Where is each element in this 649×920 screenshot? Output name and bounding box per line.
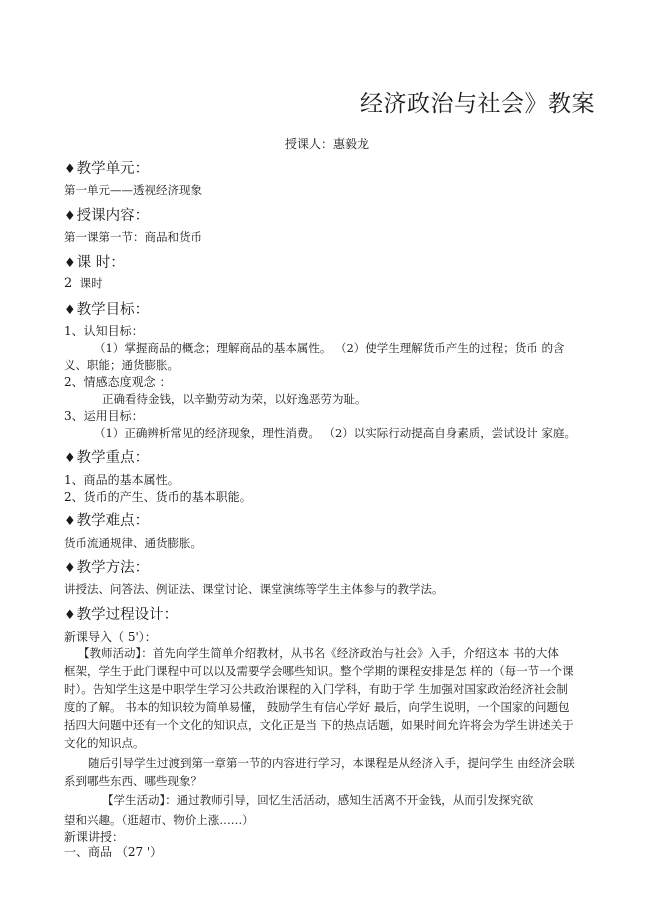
section-heading-difficulties	[64, 509, 149, 530]
methods-body: 讲授法、问答法、例证法、课堂讨论、课堂演练等学生主体参与的教学法。	[64, 582, 444, 596]
section-heading-goals	[64, 298, 149, 319]
diamond-bullet-icon: ♦	[64, 514, 76, 529]
goals-attitude-body: 正确看待金钱，以辛勤劳动为荣，以好逸恶劳为耻。	[102, 392, 367, 406]
goals-cognitive-line2: 义、职能；通货膨胀。	[64, 358, 179, 372]
section-heading-process	[64, 603, 178, 624]
process-intro-label: 新课导入（ 5'）：	[64, 630, 157, 644]
byline: 授课人：惠毅龙	[285, 137, 370, 151]
hours-number: 2	[64, 276, 73, 291]
guide-line: 随后引导学生过渡到第一章第一节的内容进行学习，本课程是从经济入手，提问学生 由经济会联	[88, 756, 575, 770]
goals-apply-body: （1）正确辨析常见的经济现象，理性消费。 （2）以实际行动提高自身素质，尝试设计 家庭。	[94, 426, 576, 440]
teacher-activity-line: 文化的知识点。	[64, 736, 145, 750]
document-title: 经济政治与社会》教案	[360, 91, 595, 117]
diamond-bullet-icon: ♦	[64, 608, 76, 623]
heading-text: 教学难点：	[76, 513, 150, 529]
goals-cognitive-line1: （1）掌握商品的概念；理解商品的基本属性。 （2）使学生理解货币产生的过程；货币 的含	[94, 341, 565, 355]
diamond-bullet-icon: ♦	[64, 303, 76, 318]
diamond-bullet-icon: ♦	[64, 256, 76, 271]
goals-apply-label: 3、运用目标：	[64, 409, 144, 423]
section-heading-methods	[64, 556, 149, 577]
content-body: 第一课第一节：商品和货币	[64, 230, 202, 244]
goals-attitude-label: 2、情感态度观念 ：	[64, 375, 172, 389]
diamond-bullet-icon: ♦	[64, 162, 76, 177]
heading-text: 教学重点：	[76, 450, 150, 466]
guide-line: 系到哪些东西、哪些现象？	[64, 774, 202, 788]
lecture-label: 新课讲授：	[64, 830, 125, 844]
teacher-activity-line: 框架，学生于此门课程中可以以及需要学会哪些知识。整个学期的课程安排是怎 样的（每一节一个课	[64, 664, 574, 678]
heading-text: 教学方法：	[76, 560, 150, 576]
teacher-activity-line: 【教师活动】：首先向学生简单介绍教材，从书名《经济政治与社会》入手，介绍这本 书的大体	[78, 646, 559, 660]
diamond-bullet-icon: ♦	[64, 451, 76, 466]
heading-text: 课 时：	[76, 255, 125, 271]
hours-body	[64, 275, 103, 291]
teacher-activity-line: 度的了解。 书本的知识较为简单易懂， 鼓励学生有信心学好 最后，向学生说明，一个国家的问题包	[64, 700, 570, 714]
section-heading-content	[64, 204, 149, 225]
student-activity-line: 【学生活动】：通过教师引导，回忆生活活动，感知生活离不开金钱，从而引发探究欲	[102, 793, 534, 807]
section-heading-hours	[64, 251, 125, 272]
diamond-bullet-icon: ♦	[64, 561, 76, 576]
difficulties-body: 货币流通规律、通货膨胀。	[64, 536, 202, 550]
key-point-item: 1、商品的基本属性。	[64, 473, 180, 487]
heading-text: 授课内容：	[76, 208, 150, 224]
teacher-activity-line: 括四大问题中还有一个文化的知识点，文化正是当 下的热点话题，如果时间允许将会为学生讲述关于	[64, 718, 574, 732]
section-heading-key-points	[64, 446, 149, 467]
diamond-bullet-icon: ♦	[64, 209, 76, 224]
goals-cognitive-label: 1、认知目标：	[64, 324, 144, 338]
teacher-activity-line: 时）。告知学生这是中职学生学习公共政治课程的入门学科，有助于学 生加强对国家政治经济社会制	[64, 682, 568, 696]
heading-text: 教学目标：	[76, 302, 150, 318]
heading-text: 教学单元：	[76, 161, 150, 177]
section-heading-unit	[64, 157, 149, 178]
first-item-heading: 一、商品 （27 '）	[64, 845, 163, 859]
key-point-item: 2、货币的产生、货币的基本职能。	[64, 490, 252, 504]
student-activity-line: 望和兴趣。（逛超市、物价上涨……）	[64, 813, 254, 827]
hours-unit: 课时	[79, 276, 103, 290]
heading-text: 教学过程设计：	[76, 607, 179, 623]
unit-body: 第一单元——透视经济现象	[64, 183, 202, 197]
